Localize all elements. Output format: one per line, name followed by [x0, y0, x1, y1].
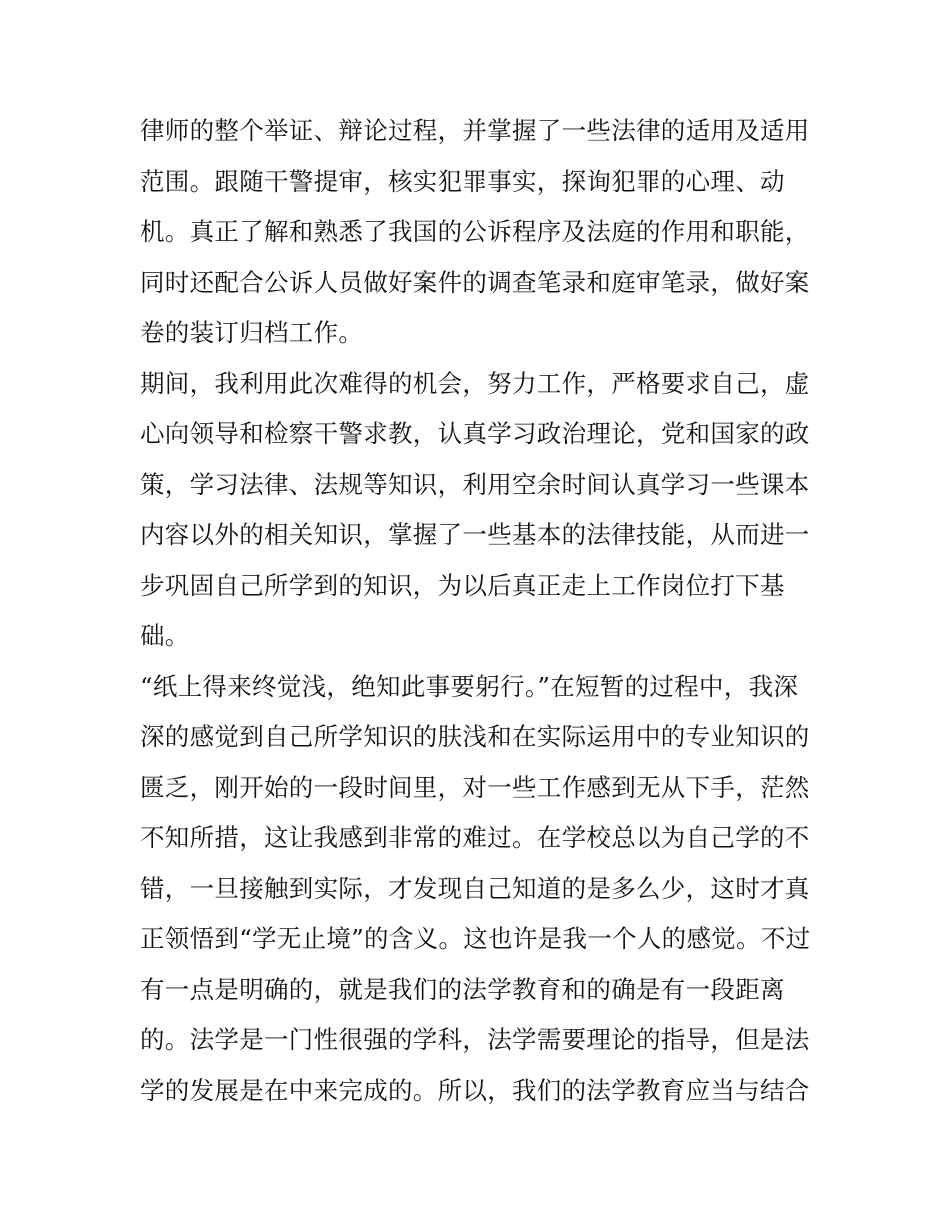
text-line: 步巩固自己所学到的知识，为以后真正走上工作岗位打下基	[140, 570, 785, 600]
text-line: 匮乏，刚开始的一段时间里，对一些工作感到无从下手，茫然	[140, 772, 810, 802]
text-line: 同时还配合公诉人员做好案件的调查笔录和庭审笔录，做好案	[140, 267, 810, 297]
text-line: 内容以外的相关知识，掌握了一些基本的法律技能，从而进一	[140, 520, 810, 549]
text-line: 深的感觉到自己所学知识的肤浅和在实际运用中的专业知识的	[140, 722, 810, 751]
text-line: 策，学习法律、法规等知识，利用空余时间认真学习一些课本	[140, 469, 810, 499]
text-line: 的。法学是一门性很强的学科，法学需要理论的指导，但是法	[140, 1025, 810, 1054]
text-line: 卷的装订归档工作。	[140, 318, 364, 347]
text-line: 范围。跟随干警提审，核实犯罪事实，探询犯罪的心理、动	[140, 166, 785, 196]
text-line: 学的发展是在中来完成的。所以，我们的法学教育应当与结合	[140, 1075, 810, 1105]
text-line: 机。真正了解和熟悉了我国的公诉程序及法庭的作用和职能，	[140, 217, 810, 246]
document-body	[140, 106, 812, 1116]
text-line: 不知所措，这让我感到非常的难过。在学校总以为自己学的不	[140, 823, 810, 852]
text-line: 础。	[140, 621, 190, 650]
text-line: 律师的整个举证、辩论过程，并掌握了一些法律的适用及适用	[140, 116, 810, 145]
text-line: “纸上得来终觉浅，绝知此事要躬行。”在短暂的过程中，我深	[140, 671, 799, 701]
text-line: 期间，我利用此次难得的机会，努力工作，严格要求自己，虚	[140, 368, 810, 398]
text-line: 错，一旦接触到实际，才发现自己知道的是多么少，这时才真	[140, 873, 810, 903]
text-line: 正领悟到“学无止境”的含义。这也许是我一个人的感觉。不过	[140, 924, 811, 953]
text-line: 有一点是明确的，就是我们的法学教育和的确是有一段距离	[140, 974, 785, 1004]
text-line: 心向领导和检察干警求教，认真学习政治理论，党和国家的政	[140, 419, 810, 448]
